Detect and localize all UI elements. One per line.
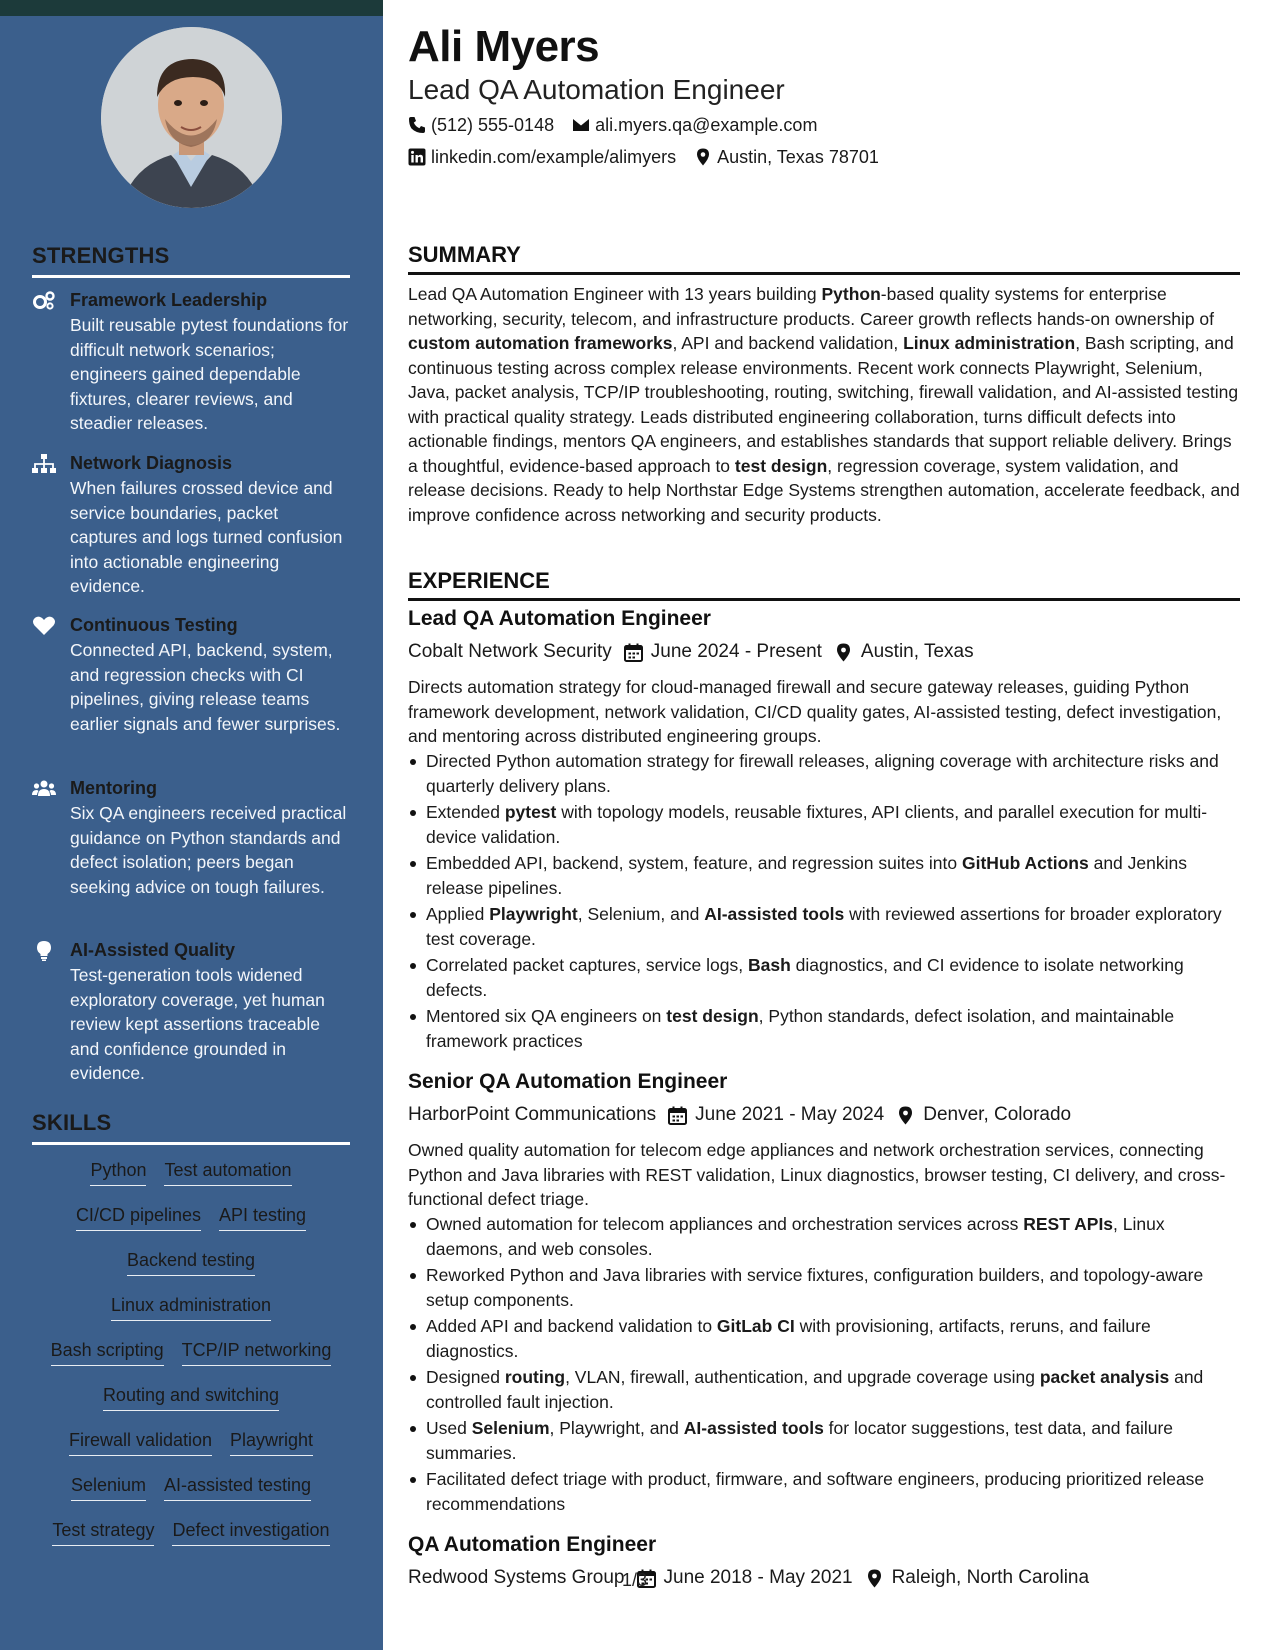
strength-description: Built reusable pytest foundations for difficult network scenarios; engineers gained dependable fixtures, clearer reviews, and steadier releases. [70,315,349,433]
skills-list [32,1158,350,1563]
text-run: Extended [426,802,505,822]
text-run: with provisioning, artifacts, reruns, and failure diagnostics. [426,1316,1151,1361]
job-bullet [408,1365,1240,1414]
skill-tag: Backend testing [127,1248,255,1276]
strength-description: When failures crossed device and service boundaries, packet captures and logs turned confusion into actionable engineering evidence. [70,478,343,596]
emphasis-text: AI-assisted tools [683,1418,824,1438]
job-bullet [408,1263,1240,1312]
company-name: Redwood Systems Group [408,1567,625,1588]
job-bullet [408,953,1240,1002]
skill-tag: Firewall validation [69,1428,212,1456]
skill-tag: TCP/IP networking [182,1338,332,1366]
job-dates: June 2021 - May 2024 [695,1104,885,1125]
sidebar-top-band [0,0,383,16]
summary-heading: SUMMARY [408,242,1240,275]
emphasis-text: Playwright [489,904,578,924]
job-bullet [408,902,1240,951]
job-bullet-list [408,749,1240,1055]
emphasis-text: Linux administration [903,333,1076,353]
strength-title: AI-Assisted Quality [70,940,236,960]
contact-row [408,113,817,137]
skill-tag: API testing [219,1203,306,1231]
linkedin-icon [408,148,426,166]
linkedin-contact[interactable] [408,145,676,169]
gears-icon [32,291,56,311]
skill-tag: Playwright [230,1428,313,1456]
emphasis-text: routing [504,1367,566,1387]
map-pin-icon [865,1569,884,1588]
emphasis-text: Python [821,284,881,304]
emphasis-text: test design [734,455,828,476]
strengths-heading: STRENGTHS [32,243,350,278]
map-pin-icon [896,1106,915,1125]
skill-tag: Python [90,1158,146,1186]
strength-title: Mentoring [70,778,157,798]
strength-title: Framework Leadership [70,290,268,310]
location-contact [694,145,879,169]
network-icon [32,454,56,474]
emphasis-text: packet analysis [1039,1367,1170,1387]
company-name: HarborPoint Communications [408,1104,657,1125]
skill-tag: Routing and switching [103,1383,279,1411]
skill-tag: Linux administration [111,1293,271,1321]
strength-title: Network Diagnosis [70,453,233,473]
text-run: Owned automation for telecom appliances and orchestration services across [426,1214,1024,1234]
text-run: Correlated packet captures, service logs, [426,955,748,975]
text-run: Added API and backend validation to [426,1316,717,1336]
job-bullet [408,1314,1240,1363]
company-name: Cobalt Network Security [408,641,612,662]
job-dates: June 2024 - Present [650,641,822,662]
emphasis-text: Bash [747,955,791,975]
text-run: Embedded API, backend, system, feature, and regression suites into [426,853,962,873]
job-bullet [408,851,1240,900]
job-bullet [408,749,1240,798]
strength-title: Continuous Testing [70,615,238,635]
job-meta [408,639,974,665]
text-run: Facilitated defect triage with product, firmware, and software engineers, producing prioritized release recommendations [426,1469,1205,1514]
job-bullet [408,1416,1240,1465]
job-location: Denver, Colorado [923,1104,1072,1125]
job-meta [408,1565,1089,1591]
strength-description: Six QA engineers received practical guidance on Python standards and defect isolation; peers began seeking advice on tough failures. [70,803,347,897]
emphasis-text: Selenium [471,1418,550,1438]
strength-description: Test-generation tools widened exploratory coverage, yet human review kept assertions traceable and confidence grounded in evidence. [70,965,325,1083]
text-run: , Selenium, and [577,904,705,924]
text-run: Lead QA Automation Engineer with 13 years building [408,284,822,304]
skill-tag: Defect investigation [172,1518,329,1546]
skill-tag: Selenium [71,1473,146,1501]
linkedin-url: linkedin.com/example/alimyers [431,147,677,167]
skill-tag: Test strategy [52,1518,154,1546]
contact-row [408,145,879,169]
calendar-icon [624,643,643,662]
text-run: , Bash scripting, and continuous testing across complex release environments. Recent work connects Playwright, Selenium, Java, packet analysis, TCP/IP troubleshooting, routing, switching, firewall validation, and AI-assisted testing with practical quality strategy. Leads distributed engineering collaboration, turns difficult defects into actionable findings, mentors QA engineers, and establishes standards that support reliable delivery. Brings a thoughtful, evidence-based approach to [408,333,1239,476]
text-run: Directed Python automation strategy for firewall releases, aligning coverage with architecture risks and quarterly delivery plans. [426,751,1219,796]
text-run: Reworked Python and Java libraries with service fixtures, configuration builders, and topology-aware setup components. [426,1265,1204,1310]
job-bullet [408,1004,1240,1053]
job-description: Owned quality automation for telecom edge appliances and network orchestration services, connecting Python and Java libraries with REST validation, Linux diagnostics, browser testing, CI delivery, and cross-functional defect triage. [408,1140,1226,1209]
text-run: , API and backend validation, [672,333,904,353]
users-icon [32,779,56,799]
phone-icon [408,116,426,134]
text-run: and Jenkins release pipelines. [426,853,1187,898]
job-location: Austin, Texas [860,641,974,662]
profile-photo [101,27,282,208]
job-title: Senior QA Automation Engineer [408,1070,728,1093]
text-run: , VLAN, firewall, authentication, and upgrade coverage using [565,1367,1040,1387]
candidate-role: Lead QA Automation Engineer [408,74,785,105]
envelope-icon [572,116,590,134]
emphasis-text: test design [666,1006,759,1026]
job-bullet [408,1467,1240,1516]
emphasis-text: AI-assisted tools [704,904,845,924]
phone-contact[interactable] [408,113,554,137]
text-run: with reviewed assertions for broader exploratory test coverage. [426,904,1222,949]
summary-paragraph [408,282,1240,527]
job-title: Lead QA Automation Engineer [408,607,711,630]
job-bullet [408,1212,1240,1261]
text-run: Mentored six QA engineers on [426,1006,667,1026]
skill-tag: Test automation [164,1158,291,1186]
email-contact[interactable] [572,113,817,137]
emphasis-text: REST APIs [1023,1214,1114,1234]
job-location: Raleigh, North Carolina [891,1567,1090,1588]
lightbulb-icon [32,941,56,961]
text-run: , regression coverage, system validation, and release decisions. Ready to help Northstar Edge Systems strengthen automation, accelerate feedback, and improve confidence across networking and security products. [408,455,1240,525]
text-run: diagnostics, and CI evidence to isolate networking defects. [426,955,1184,1000]
map-pin-icon [694,148,712,166]
phone-number: (512) 555-0148 [431,115,555,135]
job-dates: June 2018 - May 2021 [663,1567,853,1588]
page-number: 1/3 [622,1570,648,1590]
strength-description: Connected API, backend, system, and regression checks with CI pipelines, giving release teams earlier signals and fewer surprises. [70,640,341,734]
job-bullet-list [408,1212,1240,1518]
email-address: ali.myers.qa@example.com [595,115,818,135]
text-run: Designed [426,1367,505,1387]
map-pin-icon [834,643,853,662]
job-title: QA Automation Engineer [408,1533,657,1556]
job-meta [408,1102,1071,1128]
emphasis-text: GitLab CI [716,1316,795,1336]
text-run: Applied [426,904,490,924]
emphasis-text: custom automation frameworks [408,333,673,353]
text-run: , Linux daemons, and web consoles. [426,1214,1165,1259]
text-run: -based quality systems for enterprise networking, security, telecom, and infrastructure products. Career growth reflects hands-on ownership of [408,284,1215,329]
text-run: , Playwright, and [549,1418,684,1438]
location-text: Austin, Texas 78701 [717,147,879,167]
experience-heading: EXPERIENCE [408,568,1240,601]
calendar-icon [668,1106,687,1125]
emphasis-text: GitHub Actions [962,853,1089,873]
heart-icon [32,616,56,636]
text-run: for locator suggestions, test data, and failure summaries. [426,1418,1174,1463]
text-run: and controlled fault injection. [426,1367,1204,1412]
skills-heading: SKILLS [32,1110,350,1145]
text-run: , Python standards, defect isolation, and maintainable framework practices [426,1006,1175,1051]
job-bullet [408,800,1240,849]
text-run: with topology models, reusable fixtures, API clients, and parallel execution for multi-device validation. [426,802,1208,847]
skill-tag: CI/CD pipelines [76,1203,201,1231]
emphasis-text: pytest [504,802,557,822]
candidate-name: Ali Myers [408,22,600,71]
skill-tag: AI-assisted testing [164,1473,311,1501]
text-run: Used [426,1418,472,1438]
job-description: Directs automation strategy for cloud-managed firewall and secure gateway releases, guiding Python framework development, network validation, CI/CD quality gates, AI-assisted testing, defect investigation, and mentoring across distributed engineering groups. [408,677,1222,746]
skill-tag: Bash scripting [51,1338,164,1366]
